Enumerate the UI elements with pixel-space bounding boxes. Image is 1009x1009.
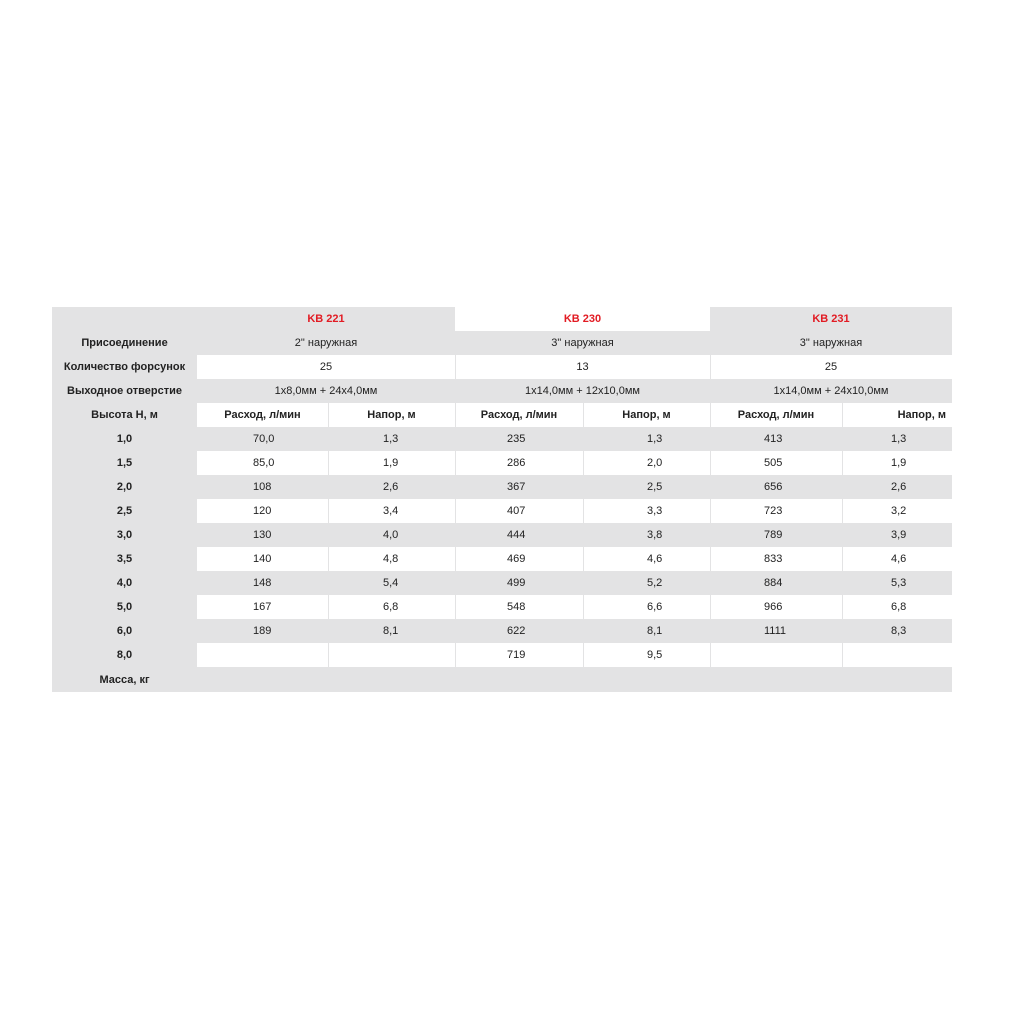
model-kb221-header: KB 221	[197, 307, 455, 331]
head-cell: 4,8	[328, 547, 455, 571]
mass-cell	[328, 667, 455, 692]
nozzles-kb230: 13	[455, 355, 710, 379]
height-cell: 1,0	[52, 427, 197, 451]
header-empty-cell	[52, 307, 197, 331]
flow-cell: 85,0	[197, 451, 328, 475]
flow-cell: 884	[710, 571, 842, 595]
head-cell	[842, 643, 952, 667]
head-cell: 5,2	[583, 571, 710, 595]
head-cell: 1,3	[328, 427, 455, 451]
height-cell: 2,5	[52, 499, 197, 523]
table-row	[52, 499, 952, 523]
flow-cell: 1111	[710, 619, 842, 643]
head-cell: 5,3	[842, 571, 952, 595]
height-cell: 1,5	[52, 451, 197, 475]
flow-cell: 130	[197, 523, 328, 547]
table-row	[52, 475, 952, 499]
mass-cell	[583, 667, 710, 692]
connection-kb231: 3" наружная	[710, 331, 952, 355]
flow-cell: 622	[455, 619, 583, 643]
connection-kb221: 2" наружная	[197, 331, 455, 355]
flow-cell: 499	[455, 571, 583, 595]
table-row	[52, 451, 952, 475]
flow-cell: 413	[710, 427, 842, 451]
flow-cell: 286	[455, 451, 583, 475]
head-cell: 3,2	[842, 499, 952, 523]
head-cell: 2,0	[583, 451, 710, 475]
flow-cell: 189	[197, 619, 328, 643]
head-cell: 1,9	[842, 451, 952, 475]
table-row	[52, 547, 952, 571]
flow-cell: 70,0	[197, 427, 328, 451]
head-cell: 5,4	[328, 571, 455, 595]
model-header-row	[52, 307, 952, 331]
flow-cell: 656	[710, 475, 842, 499]
table-row	[52, 643, 952, 667]
mass-cell	[842, 667, 952, 692]
height-cell: 5,0	[52, 595, 197, 619]
nozzles-kb231: 25	[710, 355, 952, 379]
height-cell: 6,0	[52, 619, 197, 643]
flow-cell: 120	[197, 499, 328, 523]
head-cell: 9,5	[583, 643, 710, 667]
outlet-kb230: 1x14,0мм + 12x10,0мм	[455, 379, 710, 403]
model-kb231-header: KB 231	[710, 307, 952, 331]
head-cell: 2,6	[842, 475, 952, 499]
head-column-header: Напор, м	[583, 403, 710, 427]
mass-cell	[455, 667, 583, 692]
flow-cell: 469	[455, 547, 583, 571]
table-row	[52, 523, 952, 547]
mass-label: Масса, кг	[52, 667, 197, 692]
outlet-kb231: 1x14,0мм + 24x10,0мм	[710, 379, 952, 403]
flow-cell: 108	[197, 475, 328, 499]
height-cell: 4,0	[52, 571, 197, 595]
head-cell: 4,6	[583, 547, 710, 571]
flow-cell: 966	[710, 595, 842, 619]
flow-cell	[710, 643, 842, 667]
head-cell: 3,9	[842, 523, 952, 547]
head-cell: 1,3	[842, 427, 952, 451]
mass-row	[52, 667, 952, 692]
head-cell: 6,8	[328, 595, 455, 619]
table-row	[52, 595, 952, 619]
flow-column-header: Расход, л/мин	[710, 403, 842, 427]
flow-cell: 505	[710, 451, 842, 475]
mass-cell	[710, 667, 842, 692]
head-cell: 3,8	[583, 523, 710, 547]
head-cell: 8,1	[583, 619, 710, 643]
table-row	[52, 619, 952, 643]
flow-cell: 167	[197, 595, 328, 619]
connection-row	[52, 331, 952, 355]
flow-cell: 789	[710, 523, 842, 547]
head-cell: 3,4	[328, 499, 455, 523]
mass-cell	[197, 667, 328, 692]
head-cell: 8,3	[842, 619, 952, 643]
flow-cell: 444	[455, 523, 583, 547]
connection-kb230: 3" наружная	[455, 331, 710, 355]
height-cell: 3,0	[52, 523, 197, 547]
flow-cell: 723	[710, 499, 842, 523]
flow-column-header: Расход, л/мин	[455, 403, 583, 427]
height-cell: 8,0	[52, 643, 197, 667]
height-cell: 3,5	[52, 547, 197, 571]
flow-cell: 833	[710, 547, 842, 571]
head-cell: 6,6	[583, 595, 710, 619]
outlet-row	[52, 379, 952, 403]
head-cell	[328, 643, 455, 667]
nozzles-row	[52, 355, 952, 379]
head-cell: 2,6	[328, 475, 455, 499]
head-cell: 4,6	[842, 547, 952, 571]
flow-cell: 548	[455, 595, 583, 619]
head-cell: 4,0	[328, 523, 455, 547]
spec-table	[52, 307, 952, 692]
flow-column-header: Расход, л/мин	[197, 403, 328, 427]
height-cell: 2,0	[52, 475, 197, 499]
flow-cell: 367	[455, 475, 583, 499]
head-cell: 6,8	[842, 595, 952, 619]
table-row	[52, 571, 952, 595]
head-cell: 2,5	[583, 475, 710, 499]
nozzles-kb221: 25	[197, 355, 455, 379]
head-column-header: Напор, м	[328, 403, 455, 427]
flow-cell: 407	[455, 499, 583, 523]
head-cell: 1,3	[583, 427, 710, 451]
flow-cell: 235	[455, 427, 583, 451]
height-column-header: Высота Н, м	[52, 403, 197, 427]
nozzles-label: Количество форсунок	[52, 355, 197, 379]
head-cell: 1,9	[328, 451, 455, 475]
flow-cell: 719	[455, 643, 583, 667]
outlet-label: Выходное отверстие	[52, 379, 197, 403]
table-row	[52, 427, 952, 451]
column-header-row	[52, 403, 952, 427]
flow-cell: 140	[197, 547, 328, 571]
flow-cell	[197, 643, 328, 667]
outlet-kb221: 1x8,0мм + 24x4,0мм	[197, 379, 455, 403]
head-cell: 3,3	[583, 499, 710, 523]
head-cell: 8,1	[328, 619, 455, 643]
model-kb230-header: KB 230	[455, 307, 710, 331]
flow-cell: 148	[197, 571, 328, 595]
head-column-header: Напор, м	[842, 403, 952, 427]
connection-label: Присоединение	[52, 331, 197, 355]
